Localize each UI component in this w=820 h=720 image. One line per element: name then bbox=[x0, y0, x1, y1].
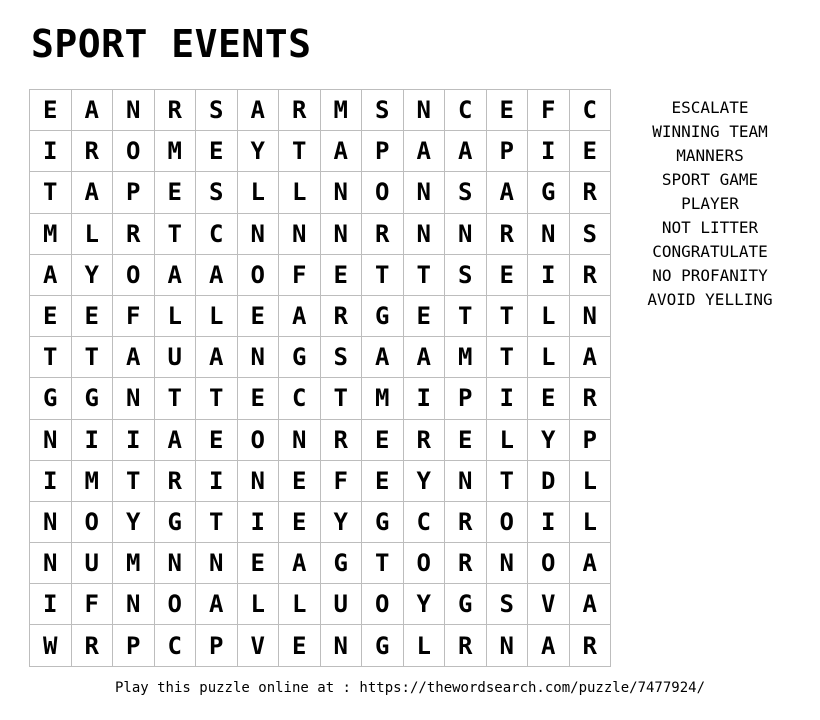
grid-cell[interactable]: L bbox=[72, 214, 114, 255]
grid-cell[interactable]: O bbox=[362, 172, 404, 213]
grid-cell[interactable]: Y bbox=[238, 131, 280, 172]
grid-cell[interactable]: S bbox=[362, 90, 404, 131]
grid-cell[interactable]: E bbox=[30, 90, 72, 131]
grid-cell[interactable]: W bbox=[30, 625, 72, 666]
grid-cell[interactable]: T bbox=[113, 461, 155, 502]
grid-cell[interactable]: E bbox=[279, 625, 321, 666]
grid-cell[interactable]: T bbox=[196, 502, 238, 543]
grid-cell[interactable]: A bbox=[113, 337, 155, 378]
grid-cell[interactable]: M bbox=[113, 543, 155, 584]
grid-cell[interactable]: L bbox=[238, 172, 280, 213]
grid-cell[interactable]: L bbox=[528, 296, 570, 337]
grid-cell[interactable]: P bbox=[445, 378, 487, 419]
grid-cell[interactable]: T bbox=[362, 255, 404, 296]
grid-cell[interactable]: G bbox=[362, 296, 404, 337]
grid-cell[interactable]: R bbox=[445, 625, 487, 666]
grid-cell[interactable]: T bbox=[321, 378, 363, 419]
grid-cell[interactable]: O bbox=[72, 502, 114, 543]
grid-cell[interactable]: A bbox=[155, 255, 197, 296]
grid-cell[interactable]: N bbox=[321, 625, 363, 666]
grid-cell[interactable]: N bbox=[487, 625, 529, 666]
grid-cell[interactable]: A bbox=[570, 337, 612, 378]
grid-cell[interactable]: N bbox=[30, 543, 72, 584]
grid-cell[interactable]: E bbox=[238, 378, 280, 419]
grid-cell[interactable]: D bbox=[528, 461, 570, 502]
grid-cell[interactable]: R bbox=[404, 420, 446, 461]
grid-cell[interactable]: I bbox=[30, 131, 72, 172]
grid-cell[interactable]: A bbox=[72, 90, 114, 131]
grid-cell[interactable]: G bbox=[445, 584, 487, 625]
grid-cell[interactable]: N bbox=[404, 172, 446, 213]
grid-cell[interactable]: E bbox=[362, 420, 404, 461]
grid-cell[interactable]: N bbox=[196, 543, 238, 584]
grid-cell[interactable]: C bbox=[155, 625, 197, 666]
grid-cell[interactable]: R bbox=[72, 625, 114, 666]
word-list-item: WINNING TEAM bbox=[652, 122, 768, 141]
grid-cell[interactable]: I bbox=[72, 420, 114, 461]
grid-cell[interactable]: R bbox=[321, 420, 363, 461]
grid-cell[interactable]: A bbox=[279, 296, 321, 337]
grid-cell[interactable]: T bbox=[487, 337, 529, 378]
grid-cell[interactable]: T bbox=[72, 337, 114, 378]
grid-cell[interactable]: M bbox=[321, 90, 363, 131]
grid-cell[interactable]: N bbox=[238, 337, 280, 378]
grid-cell[interactable]: L bbox=[570, 502, 612, 543]
grid-cell[interactable]: C bbox=[404, 502, 446, 543]
grid-cell[interactable]: N bbox=[404, 214, 446, 255]
word-list-item: MANNERS bbox=[676, 146, 744, 165]
grid-cell[interactable]: U bbox=[321, 584, 363, 625]
grid-cell[interactable]: T bbox=[487, 461, 529, 502]
grid-cell[interactable]: U bbox=[72, 543, 114, 584]
grid-cell[interactable]: F bbox=[279, 255, 321, 296]
grid-cell[interactable]: E bbox=[196, 131, 238, 172]
grid-cell[interactable]: E bbox=[238, 543, 280, 584]
grid-cell[interactable]: A bbox=[570, 584, 612, 625]
grid-cell[interactable]: G bbox=[279, 337, 321, 378]
grid-cell[interactable]: M bbox=[72, 461, 114, 502]
grid-cell[interactable]: R bbox=[445, 502, 487, 543]
grid-cell[interactable]: L bbox=[487, 420, 529, 461]
grid-cell[interactable]: T bbox=[30, 172, 72, 213]
grid-cell[interactable]: P bbox=[113, 172, 155, 213]
grid-cell[interactable]: P bbox=[487, 131, 529, 172]
grid-cell[interactable]: A bbox=[404, 337, 446, 378]
grid-cell[interactable]: I bbox=[528, 255, 570, 296]
grid-cell[interactable]: T bbox=[445, 296, 487, 337]
grid-cell[interactable]: P bbox=[362, 131, 404, 172]
grid-cell[interactable]: N bbox=[321, 172, 363, 213]
grid-cell[interactable]: S bbox=[196, 172, 238, 213]
grid-cell[interactable]: I bbox=[196, 461, 238, 502]
grid-cell[interactable]: R bbox=[570, 378, 612, 419]
grid-cell[interactable]: O bbox=[362, 584, 404, 625]
grid-cell[interactable]: A bbox=[487, 172, 529, 213]
grid-cell[interactable]: O bbox=[155, 584, 197, 625]
grid-cell[interactable]: L bbox=[279, 584, 321, 625]
grid-cell[interactable]: E bbox=[404, 296, 446, 337]
grid-cell[interactable]: O bbox=[528, 543, 570, 584]
grid-cell[interactable]: T bbox=[155, 214, 197, 255]
word-list-item: ESCALATE bbox=[671, 98, 749, 117]
grid-cell[interactable]: O bbox=[404, 543, 446, 584]
word-list-item: NOT LITTER bbox=[661, 218, 759, 237]
grid-cell[interactable]: A bbox=[72, 172, 114, 213]
grid-cell[interactable]: E bbox=[487, 90, 529, 131]
grid-cell[interactable]: N bbox=[113, 584, 155, 625]
grid-cell[interactable]: A bbox=[321, 131, 363, 172]
word-list-item: PLAYER bbox=[681, 194, 739, 213]
grid-cell[interactable]: R bbox=[113, 214, 155, 255]
grid-cell[interactable]: M bbox=[362, 378, 404, 419]
grid-cell[interactable]: E bbox=[362, 461, 404, 502]
grid-cell[interactable]: O bbox=[487, 502, 529, 543]
grid-cell[interactable]: I bbox=[487, 378, 529, 419]
grid-cell[interactable]: G bbox=[72, 378, 114, 419]
grid-cell[interactable]: O bbox=[113, 255, 155, 296]
grid-cell[interactable]: V bbox=[528, 584, 570, 625]
grid-cell[interactable]: R bbox=[570, 255, 612, 296]
grid-cell[interactable]: A bbox=[238, 90, 280, 131]
grid-cell[interactable]: Y bbox=[321, 502, 363, 543]
grid-cell[interactable]: G bbox=[321, 543, 363, 584]
grid-cell[interactable]: I bbox=[528, 502, 570, 543]
grid-cell[interactable]: A bbox=[155, 420, 197, 461]
grid-cell[interactable]: S bbox=[196, 90, 238, 131]
grid-cell[interactable]: I bbox=[238, 502, 280, 543]
word-list-item: AVOID YELLING bbox=[647, 290, 773, 309]
grid-cell[interactable]: O bbox=[113, 131, 155, 172]
grid-cell[interactable]: C bbox=[570, 90, 612, 131]
grid-cell[interactable]: R bbox=[570, 172, 612, 213]
grid-cell[interactable]: E bbox=[238, 296, 280, 337]
grid-cell[interactable]: T bbox=[362, 543, 404, 584]
grid-cell[interactable]: A bbox=[404, 131, 446, 172]
footer-link-text: Play this puzzle online at : https://thewordsearch.com/puzzle/7477924/ bbox=[114, 680, 705, 696]
grid-cell[interactable]: F bbox=[72, 584, 114, 625]
grid-cell[interactable]: N bbox=[238, 214, 280, 255]
grid-cell[interactable]: Y bbox=[528, 420, 570, 461]
grid-cell[interactable]: M bbox=[445, 337, 487, 378]
grid-cell[interactable]: M bbox=[30, 214, 72, 255]
grid-cell[interactable]: G bbox=[528, 172, 570, 213]
grid-cell[interactable]: T bbox=[155, 378, 197, 419]
grid-cell[interactable]: C bbox=[196, 214, 238, 255]
grid-cell[interactable]: P bbox=[196, 625, 238, 666]
grid-cell[interactable]: C bbox=[445, 90, 487, 131]
grid-cell[interactable]: T bbox=[404, 255, 446, 296]
grid-cell[interactable]: R bbox=[72, 131, 114, 172]
grid-cell[interactable]: R bbox=[321, 296, 363, 337]
grid-cell[interactable]: I bbox=[528, 131, 570, 172]
grid-cell[interactable]: S bbox=[321, 337, 363, 378]
word-list-item: CONGRATULATE bbox=[652, 242, 768, 261]
grid-cell[interactable]: L bbox=[404, 625, 446, 666]
grid-cell[interactable]: A bbox=[196, 337, 238, 378]
grid-cell[interactable]: G bbox=[362, 625, 404, 666]
grid-cell[interactable]: N bbox=[404, 90, 446, 131]
grid-cell[interactable]: N bbox=[279, 214, 321, 255]
grid-cell[interactable]: N bbox=[30, 502, 72, 543]
grid-cell[interactable]: E bbox=[155, 172, 197, 213]
grid-cell[interactable]: E bbox=[72, 296, 114, 337]
grid-cell[interactable]: R bbox=[155, 90, 197, 131]
grid-cell[interactable]: V bbox=[238, 625, 280, 666]
grid-cell[interactable]: P bbox=[113, 625, 155, 666]
grid-cell[interactable]: Y bbox=[113, 502, 155, 543]
grid-cell[interactable]: E bbox=[279, 502, 321, 543]
grid-cell[interactable]: N bbox=[487, 543, 529, 584]
grid-cell[interactable]: T bbox=[487, 296, 529, 337]
grid-cell[interactable]: L bbox=[279, 172, 321, 213]
grid-cell[interactable]: E bbox=[528, 378, 570, 419]
grid-cell[interactable]: S bbox=[445, 255, 487, 296]
grid-cell[interactable]: I bbox=[30, 461, 72, 502]
grid-cell[interactable]: A bbox=[196, 255, 238, 296]
grid-cell[interactable]: O bbox=[238, 255, 280, 296]
grid-cell[interactable]: L bbox=[196, 296, 238, 337]
grid-cell[interactable]: A bbox=[279, 543, 321, 584]
grid-cell[interactable]: N bbox=[528, 214, 570, 255]
grid-cell[interactable]: N bbox=[30, 420, 72, 461]
grid-cell[interactable]: G bbox=[362, 502, 404, 543]
grid-cell[interactable]: Y bbox=[72, 255, 114, 296]
grid-cell[interactable]: T bbox=[30, 337, 72, 378]
word-list-item: SPORT GAME bbox=[661, 170, 759, 189]
grid-cell[interactable]: G bbox=[155, 502, 197, 543]
grid-cell[interactable]: L bbox=[155, 296, 197, 337]
grid-cell[interactable]: A bbox=[30, 255, 72, 296]
grid-cell[interactable]: N bbox=[113, 378, 155, 419]
grid-cell[interactable]: L bbox=[238, 584, 280, 625]
grid-cell[interactable]: I bbox=[30, 584, 72, 625]
grid-cell[interactable]: N bbox=[155, 543, 197, 584]
grid-cell[interactable]: E bbox=[196, 420, 238, 461]
grid-cell[interactable]: R bbox=[570, 625, 612, 666]
grid-cell[interactable]: T bbox=[279, 131, 321, 172]
grid-cell[interactable]: E bbox=[279, 461, 321, 502]
grid-cell[interactable]: F bbox=[113, 296, 155, 337]
grid-cell[interactable]: S bbox=[570, 214, 612, 255]
grid-cell[interactable]: R bbox=[362, 214, 404, 255]
grid-cell[interactable]: A bbox=[528, 625, 570, 666]
grid-cell[interactable]: S bbox=[445, 172, 487, 213]
grid-cell[interactable]: Y bbox=[404, 461, 446, 502]
grid-cell[interactable]: A bbox=[445, 131, 487, 172]
grid-cell[interactable]: P bbox=[570, 420, 612, 461]
grid-cell[interactable]: N bbox=[238, 461, 280, 502]
grid-cell[interactable]: S bbox=[487, 584, 529, 625]
grid-cell[interactable]: N bbox=[445, 214, 487, 255]
grid-cell[interactable]: A bbox=[570, 543, 612, 584]
grid-cell[interactable]: F bbox=[321, 461, 363, 502]
grid-cell[interactable]: E bbox=[30, 296, 72, 337]
puzzle-title: SPORT EVENTS bbox=[31, 22, 312, 66]
grid-cell[interactable]: I bbox=[404, 378, 446, 419]
word-list bbox=[635, 96, 785, 312]
grid-cell[interactable]: E bbox=[570, 131, 612, 172]
letter-grid[interactable] bbox=[29, 89, 611, 667]
grid-cell[interactable]: N bbox=[279, 420, 321, 461]
grid-cell[interactable]: N bbox=[113, 90, 155, 131]
grid-cell[interactable]: O bbox=[238, 420, 280, 461]
grid-cell[interactable]: T bbox=[196, 378, 238, 419]
grid-cell[interactable]: L bbox=[570, 461, 612, 502]
grid-cell[interactable]: R bbox=[445, 543, 487, 584]
grid-cell[interactable]: I bbox=[113, 420, 155, 461]
grid-cell[interactable]: E bbox=[445, 420, 487, 461]
grid-cell[interactable]: A bbox=[362, 337, 404, 378]
grid-cell[interactable]: N bbox=[321, 214, 363, 255]
grid-cell[interactable]: E bbox=[321, 255, 363, 296]
grid-cell[interactable]: C bbox=[279, 378, 321, 419]
grid-cell[interactable]: L bbox=[528, 337, 570, 378]
grid-cell[interactable]: G bbox=[30, 378, 72, 419]
grid-cell[interactable]: E bbox=[487, 255, 529, 296]
grid-cell[interactable]: A bbox=[196, 584, 238, 625]
grid-cell[interactable]: U bbox=[155, 337, 197, 378]
grid-cell[interactable]: F bbox=[528, 90, 570, 131]
grid-cell[interactable]: N bbox=[445, 461, 487, 502]
grid-cell[interactable]: N bbox=[570, 296, 612, 337]
grid-cell[interactable]: R bbox=[487, 214, 529, 255]
grid-cell[interactable]: R bbox=[155, 461, 197, 502]
grid-cell[interactable]: Y bbox=[404, 584, 446, 625]
word-list-item: NO PROFANITY bbox=[652, 266, 768, 285]
grid-cell[interactable]: M bbox=[155, 131, 197, 172]
grid-cell[interactable]: R bbox=[279, 90, 321, 131]
